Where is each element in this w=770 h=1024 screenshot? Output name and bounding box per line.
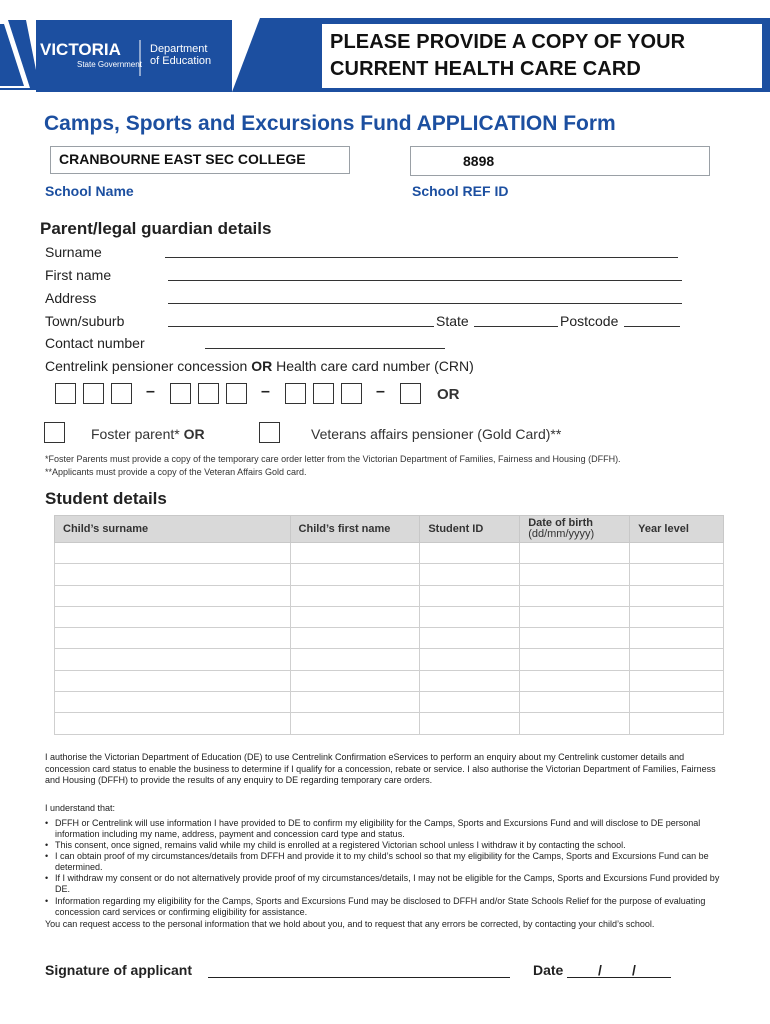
bullet-item xyxy=(45,818,725,840)
student-table-cell[interactable] xyxy=(630,543,724,564)
access-text: You can request access to the personal information that we hold about you, and to request that any errors be corrected, by contacting your child’s school. xyxy=(45,919,655,929)
notice-line-1: PLEASE PROVIDE A COPY OF YOUR xyxy=(330,31,686,53)
student-table-cell[interactable] xyxy=(420,692,520,713)
student-table-cell[interactable] xyxy=(520,606,630,627)
date-slash: / xyxy=(598,962,602,978)
col-first-name: Child’s first name xyxy=(290,516,420,543)
student-table-cell[interactable] xyxy=(290,692,420,713)
student-table-cell[interactable] xyxy=(520,713,630,734)
student-table-cell[interactable] xyxy=(420,628,520,649)
student-table-cell[interactable] xyxy=(55,564,291,585)
surname-label: Surname xyxy=(45,244,102,260)
student-table-cell[interactable] xyxy=(55,713,291,734)
crn-dash: – xyxy=(261,383,270,400)
col-year-level: Year level xyxy=(630,516,724,543)
crn-dash: – xyxy=(376,383,385,400)
town-row xyxy=(45,313,685,331)
first-name-input[interactable] xyxy=(168,267,682,281)
col-dob-format: (dd/mm/yyyy) xyxy=(528,528,595,540)
student-table-cell[interactable] xyxy=(520,543,630,564)
crn-digit-box[interactable] xyxy=(313,383,334,404)
student-table-header xyxy=(55,516,724,543)
student-table-cell[interactable] xyxy=(55,543,291,564)
col-dob xyxy=(520,516,630,543)
bullet-dot: • xyxy=(45,873,49,883)
crn-digit-box[interactable] xyxy=(341,383,362,404)
contact-row xyxy=(45,335,685,353)
student-table-row xyxy=(55,564,724,585)
bullet-item xyxy=(45,851,725,873)
state-input[interactable] xyxy=(474,313,558,327)
crn-label-row xyxy=(45,358,685,376)
crn-label-or: OR xyxy=(251,358,273,374)
crn-digit-box[interactable] xyxy=(83,383,104,404)
student-table-cell[interactable] xyxy=(630,606,724,627)
student-table-cell[interactable] xyxy=(290,649,420,670)
state-label: State xyxy=(436,313,469,329)
student-table-cell[interactable] xyxy=(420,606,520,627)
student-table-cell[interactable] xyxy=(630,692,724,713)
student-table-cell[interactable] xyxy=(520,670,630,691)
crn-or-text: OR xyxy=(437,386,460,403)
student-table-cell[interactable] xyxy=(55,692,291,713)
student-table-cell[interactable] xyxy=(630,564,724,585)
student-table-cell[interactable] xyxy=(290,564,420,585)
town-input[interactable] xyxy=(168,313,434,327)
bullet-dot: • xyxy=(45,818,49,828)
svg-text:Department: Department xyxy=(150,43,208,55)
veterans-note: **Applicants must provide a copy of the Veteran Affairs Gold card. xyxy=(45,467,307,477)
school-ref-field[interactable]: 8898 xyxy=(410,146,710,176)
student-table-row xyxy=(55,713,724,734)
surname-input[interactable] xyxy=(165,244,678,258)
veterans-label: Veterans affairs pensioner (Gold Card)** xyxy=(311,426,562,442)
crn-digit-box[interactable] xyxy=(111,383,132,404)
bullet-text: If I withdraw my consent or do not alternatively provide proof of my circumstances/details, I may not be eligible for the Camps, Sports and Excursions Fund provided by DE. xyxy=(55,873,720,894)
address-row xyxy=(45,290,685,308)
student-table-cell[interactable] xyxy=(630,585,724,606)
bullet-item xyxy=(45,896,725,918)
crn-digit-box[interactable] xyxy=(226,383,247,404)
date-slash: / xyxy=(632,962,636,978)
authorise-text: I authorise the Victorian Department of Education (DE) to use Centrelink Confirmation eServices to perform an enquiry about my Centrelink customer details and concession card status to enable the business to determine if I qualify for a concession, rebate or service. I also authorise the Victorian Department of Families, Fairness and Housing (DFFH) to provide the results of any enquiry to DE regarding temporary care orders. xyxy=(45,752,716,785)
student-details-heading: Student details xyxy=(45,489,167,508)
school-ref-label: School REF ID xyxy=(412,183,509,199)
school-name-field[interactable]: CRANBOURNE EAST SEC COLLEGE xyxy=(50,146,350,174)
crn-digit-box[interactable] xyxy=(400,383,421,404)
health-card-notice xyxy=(322,24,762,88)
signature-label: Signature of applicant xyxy=(45,962,193,978)
bullet-text: I can obtain proof of my circumstances/details from DFFH and provide it to my child’s school so that my eligibility for the Camps, Sports and Excursions Fund can be determined. xyxy=(55,851,709,872)
form-title: Camps, Sports and Excursions Fund APPLICATION Form xyxy=(44,112,616,135)
student-table-cell[interactable] xyxy=(630,649,724,670)
student-table-cell[interactable] xyxy=(520,649,630,670)
contact-input[interactable] xyxy=(205,335,445,349)
student-table-cell[interactable] xyxy=(420,649,520,670)
notice-line-2: CURRENT HEALTH CARE CARD xyxy=(330,58,641,80)
svg-text:State Government: State Government xyxy=(77,60,142,69)
surname-row xyxy=(45,244,685,262)
bullet-text: DFFH or Centrelink will use information I have provided to DE to confirm my eligibility for the Camps, Sports and Excursions Fund and will disclose to DE personal information including my name, address, payment and concession card type and status. xyxy=(55,818,701,839)
foster-or: OR xyxy=(183,426,205,442)
bullet-item xyxy=(45,873,725,895)
first-name-label: First name xyxy=(45,267,112,283)
bullet-text: Information regarding my eligibility for the Camps, Sports and Excursions Fund may be disclosed to DFFH and/or State Schools Relief for the purpose of evaluating concession card services or confirming eligibility for assistance. xyxy=(55,896,706,917)
bullet-dot: • xyxy=(45,896,49,906)
foster-text: Foster parent* xyxy=(91,426,184,442)
student-table-cell[interactable] xyxy=(290,606,420,627)
bullet-item xyxy=(45,840,725,851)
crn-label xyxy=(45,358,474,374)
date-input[interactable] xyxy=(567,962,671,978)
header-logo-area xyxy=(0,0,240,100)
student-table-cell[interactable] xyxy=(520,585,630,606)
veterans-checkbox[interactable] xyxy=(259,422,280,443)
student-table-cell[interactable] xyxy=(55,649,291,670)
student-table-cell[interactable] xyxy=(290,670,420,691)
bullet-dot: • xyxy=(45,840,49,850)
student-table-cell[interactable] xyxy=(520,692,630,713)
student-table-cell[interactable] xyxy=(55,670,291,691)
student-table-cell[interactable] xyxy=(420,585,520,606)
bullet-text: This consent, once signed, remains valid while my child is enrolled at a registered Victorian school unless I withdraw it by contacting the school. xyxy=(55,840,626,850)
student-table-cell[interactable] xyxy=(290,713,420,734)
student-table-cell[interactable] xyxy=(420,543,520,564)
col-dob-label: Date of birth xyxy=(528,517,593,529)
student-table-cell[interactable] xyxy=(290,543,420,564)
address-input[interactable] xyxy=(168,290,682,304)
student-table-cell[interactable] xyxy=(55,628,291,649)
first-name-row xyxy=(45,267,685,285)
contact-label: Contact number xyxy=(45,335,145,351)
student-table-cell[interactable] xyxy=(420,564,520,585)
student-table-row xyxy=(55,606,724,627)
svg-text:VICTORIA: VICTORIA xyxy=(40,40,121,59)
student-table-cell[interactable] xyxy=(630,670,724,691)
postcode-input[interactable] xyxy=(624,313,680,327)
crn-label-part-b: Health care card number (CRN) xyxy=(272,358,474,374)
student-table xyxy=(54,515,724,735)
student-table-row xyxy=(55,649,724,670)
address-label: Address xyxy=(45,290,97,306)
crn-digit-box[interactable] xyxy=(285,383,306,404)
col-surname: Child’s surname xyxy=(55,516,291,543)
student-table-cell[interactable] xyxy=(520,628,630,649)
crn-digit-box[interactable] xyxy=(55,383,76,404)
crn-label-part-a: Centrelink pensioner concession xyxy=(45,358,252,374)
foster-parent-checkbox[interactable] xyxy=(44,422,65,443)
student-table-cell[interactable] xyxy=(420,713,520,734)
crn-digit-box[interactable] xyxy=(198,383,219,404)
student-table-cell[interactable] xyxy=(520,564,630,585)
student-table-cell[interactable] xyxy=(290,585,420,606)
school-name-label: School Name xyxy=(45,183,134,199)
student-table-row xyxy=(55,543,724,564)
postcode-label: Postcode xyxy=(560,313,619,329)
town-label: Town/suburb xyxy=(45,313,125,329)
foster-note: *Foster Parents must provide a copy of the temporary care order letter from the Victorian Department of Families, Fairness and Housing (DFFH). xyxy=(45,454,621,464)
student-table-cell[interactable] xyxy=(55,606,291,627)
svg-text:of Education: of Education xyxy=(150,55,212,67)
student-table-row xyxy=(55,670,724,691)
header-band-slant xyxy=(232,18,260,92)
foster-parent-label xyxy=(91,426,205,442)
student-table-row xyxy=(55,628,724,649)
bullet-dot: • xyxy=(45,851,49,861)
victoria-logo-icon xyxy=(0,0,240,100)
student-table-cell[interactable] xyxy=(630,713,724,734)
student-table-row xyxy=(55,585,724,606)
date-label: Date xyxy=(533,962,564,978)
student-table-cell[interactable] xyxy=(420,670,520,691)
signature-input[interactable] xyxy=(208,962,510,978)
student-table-row xyxy=(55,692,724,713)
student-table-cell[interactable] xyxy=(630,628,724,649)
crn-digit-box[interactable] xyxy=(170,383,191,404)
student-table-cell[interactable] xyxy=(55,585,291,606)
col-student-id: Student ID xyxy=(420,516,520,543)
student-table-cell[interactable] xyxy=(290,628,420,649)
understand-heading: I understand that: xyxy=(45,803,116,813)
crn-dash: – xyxy=(146,383,155,400)
parent-details-heading: Parent/legal guardian details xyxy=(40,219,272,238)
